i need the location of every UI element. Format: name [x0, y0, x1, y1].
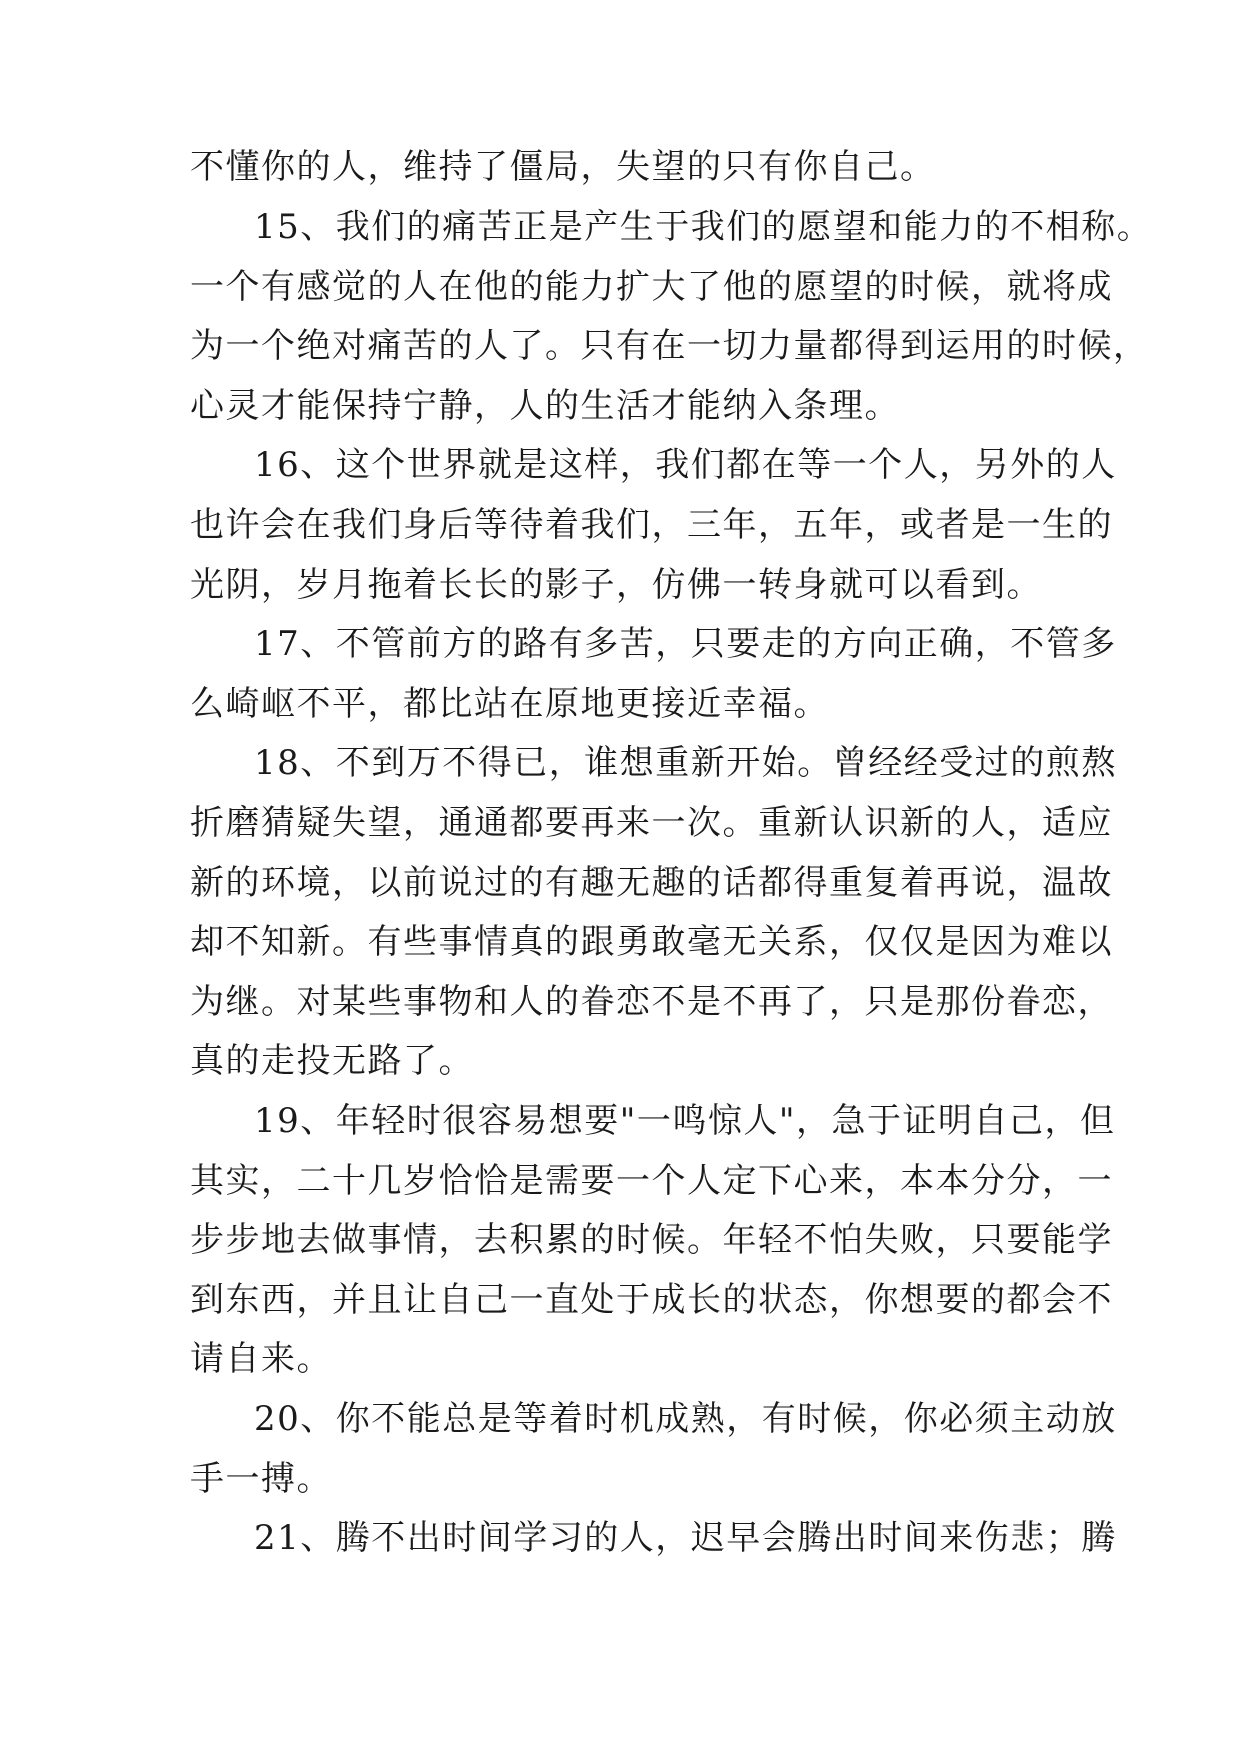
paragraph-16-line: 16、这个世界就是这样，我们都在等一个人，另外的人 — [254, 445, 1117, 485]
text-line: 步步地去做事情，去积累的时候。年轻不怕失败，只要能学 — [190, 1220, 1113, 1260]
paragraph-21-line: 21、腾不出时间学习的人，迟早会腾出时间来伤悲；腾 — [254, 1518, 1117, 1558]
text-line: 光阴，岁月拖着长长的影子，仿佛一转身就可以看到。 — [190, 565, 1042, 605]
text-line: 一个有感觉的人在他的能力扩大了他的愿望的时候，就将成 — [190, 267, 1113, 307]
text-line: 其实，二十几岁恰恰是需要一个人定下心来，本本分分，一 — [190, 1161, 1113, 1201]
text-line: 不懂你的人，维持了僵局，失望的只有你自己。 — [190, 147, 936, 187]
text-line: 到东西，并且让自己一直处于成长的状态，你想要的都会不 — [190, 1280, 1113, 1320]
text-line: 手一搏。 — [190, 1459, 332, 1499]
text-line: 为继。对某些事物和人的眷恋不是不再了，只是那份眷恋， — [190, 982, 1113, 1022]
paragraph-17-line: 17、不管前方的路有多苦，只要走的方向正确，不管多 — [254, 624, 1117, 664]
text-line: 新的环境，以前说过的有趣无趣的话都得重复着再说，温故 — [190, 863, 1113, 903]
text-line: 却不知新。有些事情真的跟勇敢毫无关系，仅仅是因为难以 — [190, 922, 1113, 962]
text-line: 么崎岖不平，都比站在原地更接近幸福。 — [190, 684, 829, 724]
text-line: 请自来。 — [190, 1339, 332, 1379]
paragraph-19-line: 19、年轻时很容易想要"一鸣惊人"，急于证明自己，但 — [254, 1101, 1116, 1141]
paragraph-15-line: 15、我们的痛苦正是产生于我们的愿望和能力的不相称。 — [254, 207, 1153, 247]
paragraph-20-line: 20、你不能总是等着时机成熟，有时候，你必须主动放 — [254, 1399, 1117, 1439]
text-line: 为一个绝对痛苦的人了。只有在一切力量都得到运用的时候， — [190, 326, 1149, 366]
text-line: 折磨猜疑失望，通通都要再来一次。重新认识新的人，适应 — [190, 803, 1113, 843]
text-line: 真的走投无路了。 — [190, 1041, 474, 1081]
paragraph-18-line: 18、不到万不得已，谁想重新开始。曾经经受过的煎熬 — [254, 743, 1117, 783]
text-line: 也许会在我们身后等待着我们，三年，五年，或者是一生的 — [190, 505, 1113, 545]
text-line: 心灵才能保持宁静，人的生活才能纳入条理。 — [190, 386, 900, 426]
